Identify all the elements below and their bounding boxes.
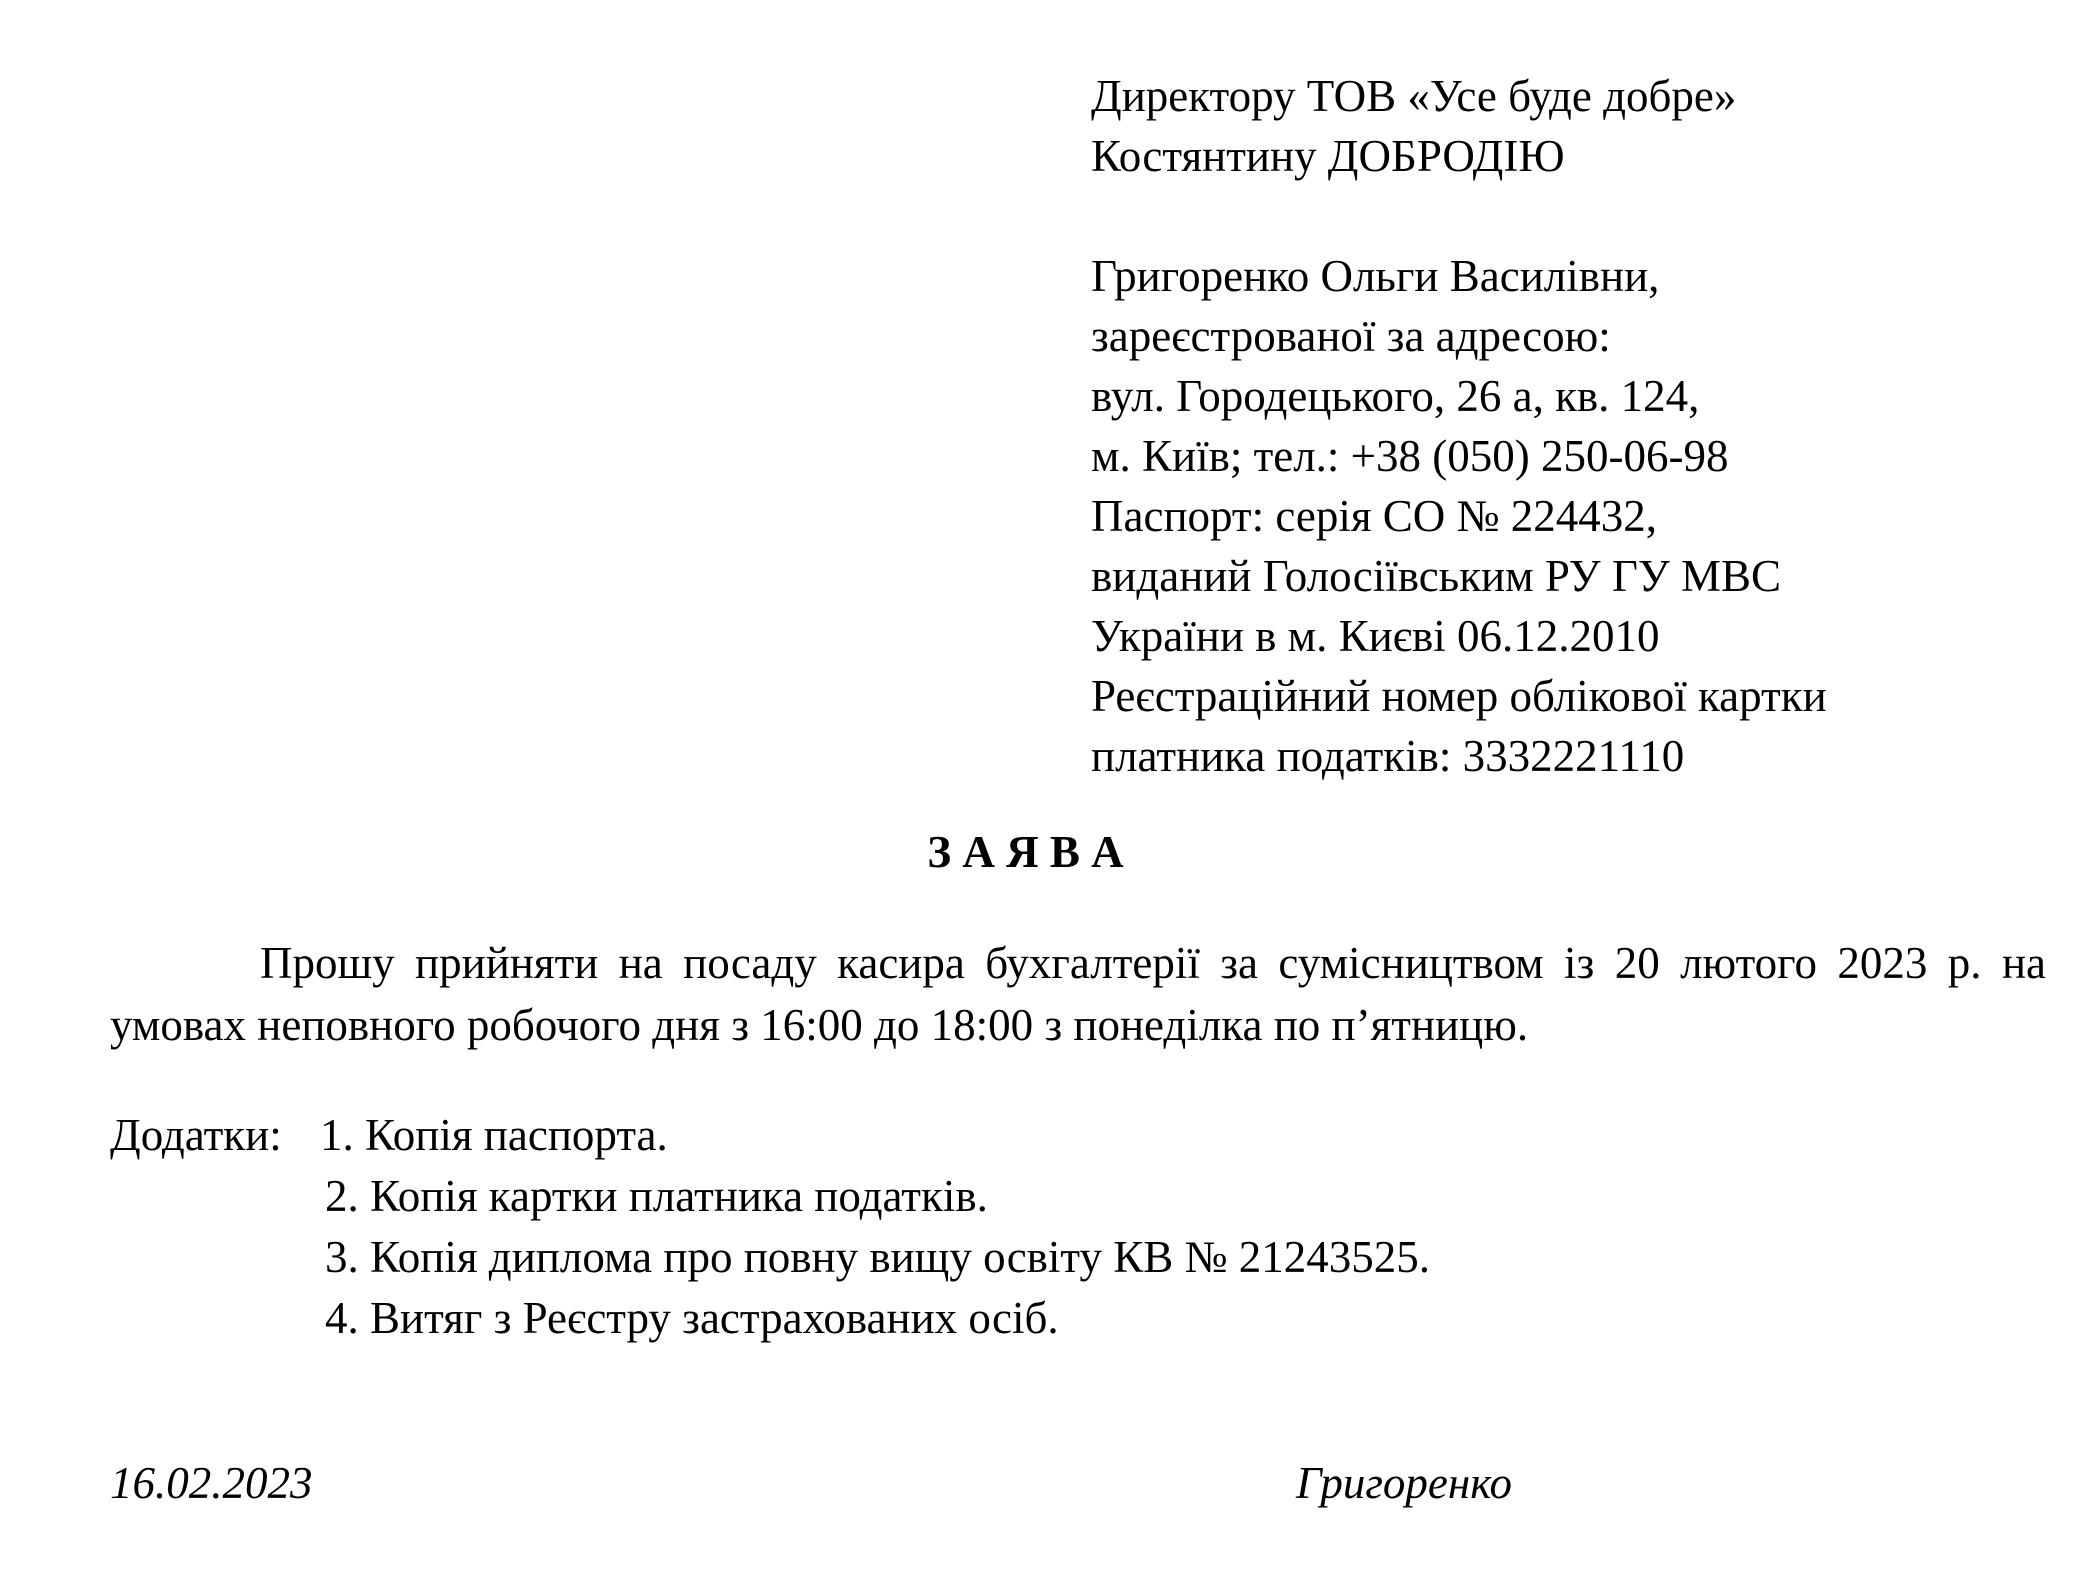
attachment-row <box>110 1227 1430 1288</box>
applicant-signature: Григоренко <box>1296 1458 1513 1508</box>
applicant-tax-label: Реєстраційний номер облікової картки <box>1091 671 1827 721</box>
attachment-item: 3. Копія диплома про повну вищу освіту КВ № 21243525. <box>325 1232 1430 1282</box>
document-title <box>0 822 2077 882</box>
addressee-position: Директору ТОВ «Усе буде добре» <box>1091 71 1737 121</box>
attachment-item: 1. Копія паспорта. <box>320 1110 668 1160</box>
attachment-item: 4. Витяг з Реєстру застрахованих осіб. <box>325 1293 1059 1343</box>
applicant-issued-by: виданий Голосіївським РУ ГУ МВС <box>1091 551 1782 601</box>
attachment-item: 2. Копія картки платника податків. <box>325 1171 988 1221</box>
addressee-name: Костянтину ДОБРОДІЮ <box>1091 131 1565 181</box>
applicant-tax-number: платника податків: 3332221110 <box>1091 731 1685 781</box>
request-paragraph: Прошу прийняти на посаду касира бухгалтерії за сумісництвом із 20 лютого 2023 р. на умовах неповного робочого дня з 16:00 до 18:00 з понеділка по п’ятницю. <box>110 938 2046 1050</box>
applicant-street: вул. Городецького, 26 а, кв. 124, <box>1091 371 1700 421</box>
attachment-row <box>110 1105 1430 1166</box>
applicant-city-phone: м. Київ; тел.: +38 (050) 250-06-98 <box>1091 431 1729 481</box>
applicant-passport: Паспорт: серія СО № 224432, <box>1091 491 1657 541</box>
applicant-issued-where: України в м. Києві 06.12.2010 <box>1091 611 1660 661</box>
applicant-name: Григоренко Ольги Василівни, <box>1091 251 1660 301</box>
applicant-registered: зареєстрованої за адресою: <box>1091 311 1611 361</box>
spacer <box>1091 186 1827 246</box>
attachments-block <box>110 1105 1430 1349</box>
attachments-label: Додатки: <box>110 1110 282 1160</box>
document-title-text: З А Я В А <box>927 827 1124 877</box>
attachment-row <box>110 1288 1430 1349</box>
attachment-row <box>110 1166 1430 1227</box>
addressee-block <box>1091 66 1827 786</box>
document-date: 16.02.2023 <box>110 1458 313 1508</box>
